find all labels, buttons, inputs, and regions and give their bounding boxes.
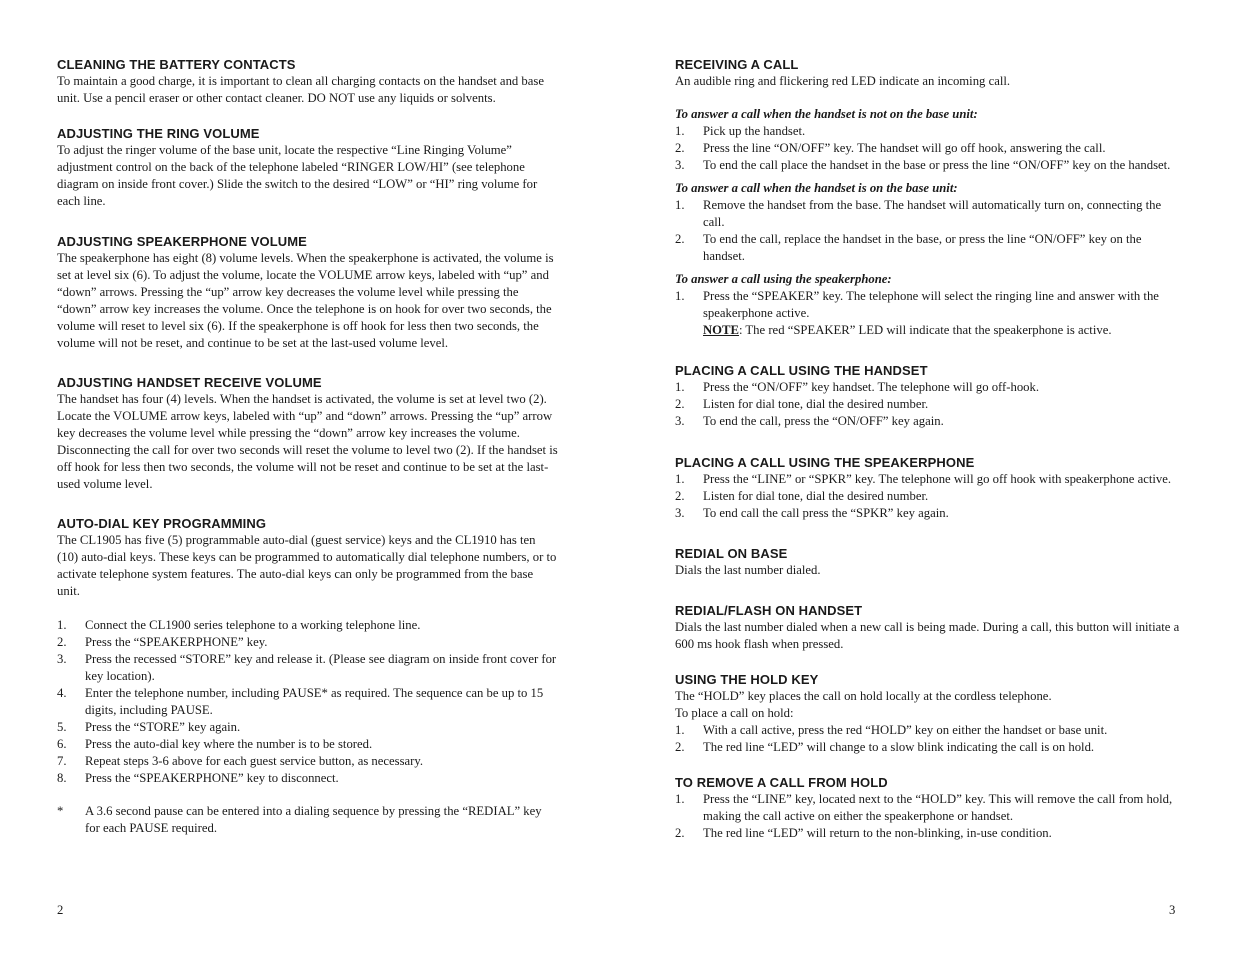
section-heading: PLACING A CALL USING THE HANDSET — [675, 363, 928, 378]
left-page-column — [57, 56, 559, 837]
page-number-right: 3 — [1169, 903, 1176, 917]
steps-speakerphone — [675, 288, 1180, 339]
section-body: To place a call on hold: — [675, 706, 794, 720]
list-item: 2. Listen for dial tone, dial the desired number. — [675, 489, 929, 503]
section-body: The handset has four (4) levels. When the handset is activated, the volume is set at level two (2). Locate the VOLUME arrow keys, labeled with “up” and “down” arrows. Pressing the “up” arrow key decreases the volume level while pressing the “down” arrow key increases the volume. Disconnecting the call for over two seconds will reset the volume to level two (2). If the handset is off hook for less then two seconds, the volume will not be reset and continue to be set at the last-used volume level. — [57, 392, 558, 491]
section-heading: ADJUSTING THE RING VOLUME — [57, 126, 260, 141]
section-body: An audible ring and flickering red LED indicate an incoming call. — [675, 74, 1011, 88]
section-handset-volume — [57, 374, 559, 493]
list-item: 3. Press the recessed “STORE” key and release it. (Please see diagram on inside front cover for key location). — [57, 652, 557, 683]
list-item: 7. Repeat steps 3-6 above for each guest service button, as necessary. — [57, 754, 424, 768]
section-body: The speakerphone has eight (8) volume levels. When the speakerphone is activated, the volume is set at level six (6). To adjust the volume, locate the VOLUME arrow keys, labeled with “up” and “down” arrows. Pressing the “up” arrow key decreases the volume level while pressing the “down” arrow key increases the volume. Once the telephone is on hook for over two seconds, the volume will reset to level six (6). If the speakerphone is off hook for less then two seconds, the volume will not be reset, and continue to be set at the last-used volume level. — [57, 251, 554, 350]
list-item: 1. Press the “ON/OFF” key handset. The telephone will go off-hook. — [675, 380, 1040, 394]
list-item: 1. Pick up the handset. — [675, 124, 806, 138]
list-item: 1. Press the “LINE” or “SPKR” key. The telephone will go off hook with speakerphone active. — [675, 472, 1172, 486]
list-item: 1. With a call active, press the red “HOLD” key on either the handset or base unit. — [675, 723, 1108, 737]
section-body: Dials the last number dialed. — [675, 563, 821, 577]
list-item: 2. To end the call, replace the handset in the base, or press the line “ON/OFF” key on the handset. — [675, 232, 1142, 263]
section-heading: REDIAL ON BASE — [675, 546, 788, 561]
section-ring-volume — [57, 125, 559, 210]
subheading-on-base: To answer a call when the handset is on the base unit: — [675, 181, 958, 195]
steps-placing-speakerphone — [675, 471, 1180, 522]
subheading-not-on-base: To answer a call when the handset is not on the base unit: — [675, 107, 978, 121]
section-body: To adjust the ringer volume of the base unit, locate the respective “Line Ringing Volume” adjustment control on the back of the telephone labeled “RINGER LOW/HI” (see telephone diagram on inside front cover.) Slide the switch to the desired “LOW” or “HI” ring volume for each line. — [57, 143, 538, 208]
section-redial-base — [675, 545, 1180, 579]
section-heading: PLACING A CALL USING THE SPEAKERPHONE — [675, 455, 975, 470]
page-number-left: 2 — [57, 903, 64, 917]
steps-remove-hold — [675, 791, 1180, 842]
steps-placing-handset — [675, 379, 1180, 430]
list-item: 1. Connect the CL1900 series telephone to a working telephone line. — [57, 618, 421, 632]
autodial-footnote — [57, 803, 559, 837]
section-placing-speakerphone — [675, 454, 1180, 522]
section-heading: REDIAL/FLASH ON HANDSET — [675, 603, 863, 618]
list-item: 3. To end the call place the handset in the base or press the line “ON/OFF” key on the handset. — [675, 158, 1171, 172]
list-item: 1. Press the “SPEAKER” key. The telephone will select the ringing line and answer with the speakerphone active. NOTE: The red “SPEAKER” LED will indicate that the speakerphone is active. — [675, 289, 1159, 337]
footnote-item: * A 3.6 second pause can be entered into a dialing sequence by pressing the “REDIAL” key for each PAUSE required. — [57, 804, 542, 835]
autodial-steps — [57, 617, 559, 787]
list-item: 8. Press the “SPEAKERPHONE” key to disconnect. — [57, 771, 339, 785]
list-item: 4. Enter the telephone number, including PAUSE* as required. The sequence can be up to 15 digits, including PAUSE. — [57, 686, 544, 717]
list-item: 1. Press the “LINE” key, located next to the “HOLD” key. This will remove the call from hold, making the call active on either the speakerphone or handset. — [675, 792, 1173, 823]
section-cleaning-battery — [57, 56, 559, 107]
list-item: 3. To end the call, press the “ON/OFF” key again. — [675, 414, 944, 428]
section-autodial — [57, 515, 559, 837]
list-item: 2. Press the line “ON/OFF” key. The handset will go off hook, answering the call. — [675, 141, 1106, 155]
section-body: The “HOLD” key places the call on hold locally at the cordless telephone. — [675, 689, 1052, 703]
section-speakerphone-volume — [57, 233, 559, 352]
list-item: 5. Press the “STORE” key again. — [57, 720, 241, 734]
steps-not-on-base — [675, 123, 1180, 174]
list-item: 6. Press the auto-dial key where the number is to be stored. — [57, 737, 373, 751]
section-receiving-call — [675, 56, 1180, 339]
section-redial-flash — [675, 602, 1180, 653]
note-text: : The red “SPEAKER” LED will indicate that the speakerphone is active. — [738, 323, 1112, 337]
steps-on-base — [675, 197, 1180, 265]
section-heading: USING THE HOLD KEY — [675, 672, 819, 687]
right-page-column — [675, 56, 1180, 842]
section-heading: AUTO-DIAL KEY PROGRAMMING — [57, 516, 267, 531]
section-body: Dials the last number dialed when a new call is being made. During a call, this button will initiate a 600 ms hook flash when pressed. — [675, 620, 1180, 651]
section-heading: ADJUSTING HANDSET RECEIVE VOLUME — [57, 375, 322, 390]
list-item: 1. Remove the handset from the base. The handset will automatically turn on, connecting the call. — [675, 198, 1162, 229]
subheading-speakerphone: To answer a call using the speakerphone: — [675, 272, 892, 286]
section-heading: TO REMOVE A CALL FROM HOLD — [675, 775, 888, 790]
section-hold-key — [675, 671, 1180, 756]
section-remove-hold — [675, 774, 1180, 842]
list-item: 2. Listen for dial tone, dial the desired number. — [675, 397, 929, 411]
section-heading: CLEANING THE BATTERY CONTACTS — [57, 57, 296, 72]
list-item: 2. The red line “LED” will return to the non-blinking, in-use condition. — [675, 826, 1052, 840]
list-item: 3. To end call the call press the “SPKR” key again. — [675, 506, 949, 520]
steps-hold — [675, 722, 1180, 756]
section-body: The CL1905 has five (5) programmable auto-dial (guest service) keys and the CL1910 has ten (10) auto-dial keys. These keys can be programmed to automatically dial telephone numbers, or to activate telephone system features. The auto-dial keys can only be programmed from the base unit. — [57, 533, 557, 598]
section-placing-handset — [675, 362, 1180, 430]
section-body: To maintain a good charge, it is important to clean all charging contacts on the handset and base unit. Use a pencil eraser or other contact cleaner. DO NOT use any liquids or solvents. — [57, 74, 544, 105]
note-label: NOTE — [703, 323, 739, 337]
list-item: 2. Press the “SPEAKERPHONE” key. — [57, 635, 268, 649]
section-heading: RECEIVING A CALL — [675, 57, 799, 72]
list-item: 2. The red line “LED” will change to a slow blink indicating the call is on hold. — [675, 740, 1095, 754]
section-heading: ADJUSTING SPEAKERPHONE VOLUME — [57, 234, 307, 249]
